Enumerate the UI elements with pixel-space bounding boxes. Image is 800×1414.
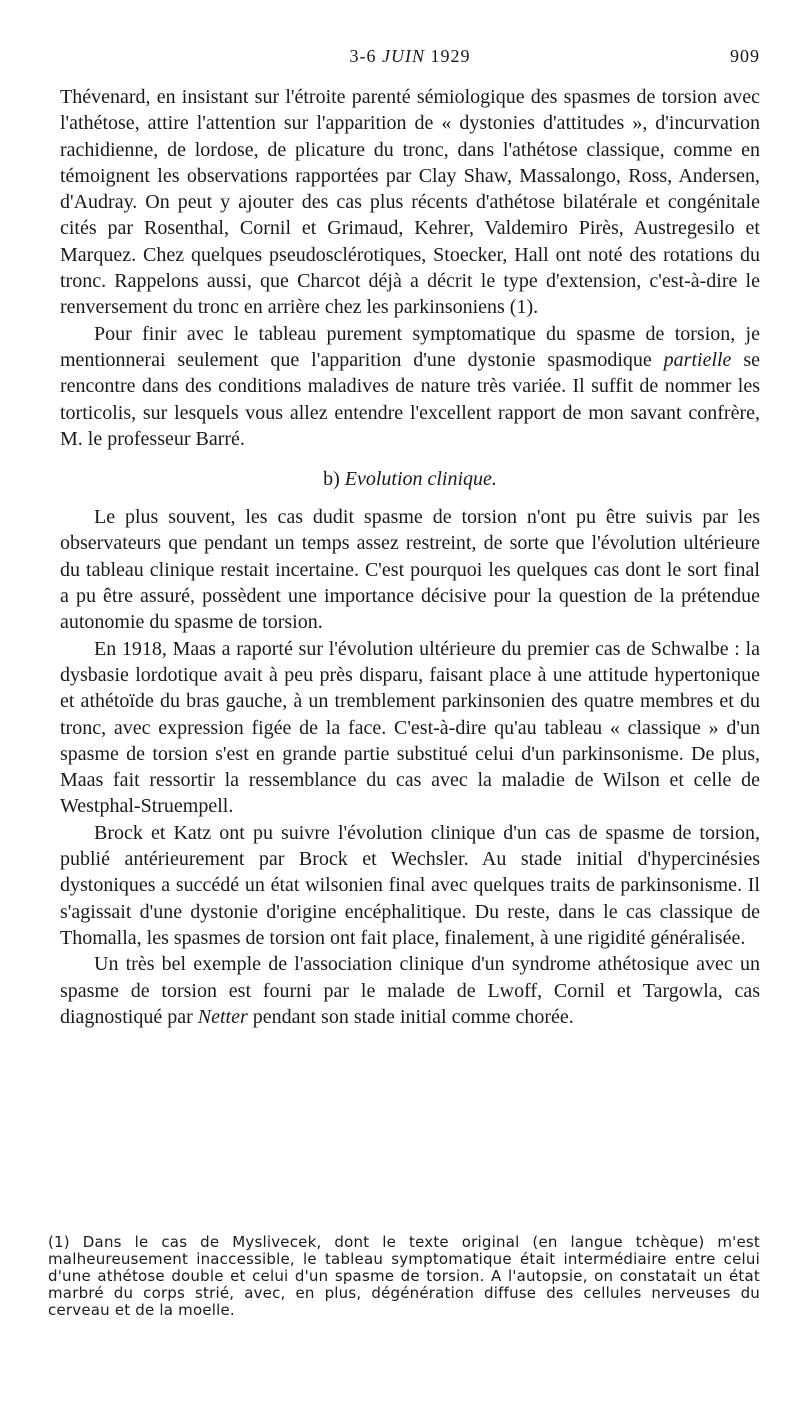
paragraph-text: pendant son stade initial comme chorée. xyxy=(247,1005,574,1028)
paragraph-lwoff xyxy=(60,951,760,1030)
paragraph-text: Un très bel exemple de l'association clinique d'un syndrome athétosique avec un spasme de torsion est fourni par le malade de Lwoff, Cornil et Targowla, cas diagnostiqué par xyxy=(60,953,760,1028)
page-number: 909 xyxy=(730,46,760,66)
section-heading-title: Evolution clinique. xyxy=(344,468,497,491)
paragraph-symptomatique xyxy=(60,321,760,452)
paragraph-athetose xyxy=(60,84,760,321)
issue-date-prefix: 3-6 xyxy=(349,46,382,66)
paragraph-text: se rencontre dans des conditions maladives de nature très variée. Il suffit de nommer les torticolis, sur lesquels vous allez entendre l'excellent rapport de mon savant confrère, M. le professeur Barré. xyxy=(60,348,760,450)
paragraph-text: Thévenard, en insistant sur l'étroite parenté sémiologique des spasmes de torsion avec l'athétose, attire l'attention sur l'apparition de « dystonies d'attitudes », d'incurvation rachidienne, de lordose, de plicature du tronc, dans l'athétose classique, comme en témoignent les observations rapportées par Clay Shaw, Massalongo, Ross, Andersen, d'Audray. On peut y ajouter des cas plus récents d'athétose bilatérale et congénitale cités par Rosenthal, Cornil et Grimaud, Kehrer, Valdemiro Pirès, Austregesilo et Marquez. Chez quelques pseudosclérotiques, Stoecker, Hall ont noté des rotations du tronc. Rappelons aussi, que Charcot déjà a décrit le type d'extension, c'est-à-dire le renversement du tronc en arrière chez les parkinsoniens (1). xyxy=(60,86,760,319)
paragraph-text: Brock et Katz ont pu suivre l'évolution clinique d'un cas de spasme de torsion, publié antérieurement par Brock et Wechsler. Au stade initial d'hypercinésies dystoniques a succédé un état wilsonien final avec quelques traits de parkinsonisme. Il s'agissait d'une dystonie d'origine encéphalitique. Du reste, dans le cas classique de Thomalla, les spasmes de torsion ont fait place, finalement, à une rigidité généralisée. xyxy=(60,821,760,949)
paragraph-italic: partielle xyxy=(663,348,732,371)
paragraph-italic: Netter xyxy=(197,1005,248,1028)
paragraph-evolution xyxy=(60,504,760,635)
body-text xyxy=(60,84,760,1030)
running-head xyxy=(60,46,760,74)
footnote-1: (1) Dans le cas de Myslivecek, dont le texte original (en langue tchèque) m'est malheureusement inaccessible, le tableau symptomatique était intermédiaire entre celui d'une athétose double et celui d'un spasme de torsion. A l'autopsie, on constatait un état marbré du corps strié, avec, en plus, dégénération diffuse des cellules nerveuses du cerveau et de la moelle. xyxy=(48,1233,760,1319)
issue-date-month: JUIN xyxy=(382,46,425,66)
paragraph-text: Pour finir avec le tableau purement symptomatique du spasme de torsion, je mentionnerai seulement que l'apparition d'une dystonie spasmodique xyxy=(60,322,760,371)
section-heading-label: b) xyxy=(323,468,345,491)
footnotes xyxy=(48,1234,760,1319)
issue-date xyxy=(60,46,760,67)
paragraph-text: Le plus souvent, les cas dudit spasme de torsion n'ont pu être suivis par les observateurs que pendant un temps assez restreint, de sorte que l'évolution ultérieure du tableau clinique restait incertaine. C'est pourquoi les quelques cas dont le sort final a pu être assuré, possèdent une importance décisive pour la question de la prétendue autonomie du spasme de torsion. xyxy=(60,506,760,634)
section-heading xyxy=(60,466,760,492)
paragraph-brock-katz xyxy=(60,820,760,951)
paragraph-text: En 1918, Maas a raporté sur l'évolution ultérieure du premier cas de Schwalbe : la dysbasie lordotique avait à peu près disparu, faisant place à une attitude hypertonique et athétoïde du bras gauche, à un tremblement parkinsonien des quatre membres et du tronc, avec expression figée de la face. C'est-à-dire qu'au tableau « classique » d'un spasme de torsion s'est en grande partie substitué celui d'un parkinsonisme. De plus, Maas fait ressortir la ressemblance du cas avec la maladie de Wilson et celle de Westphal-Struempell. xyxy=(60,637,760,818)
paragraph-maas xyxy=(60,636,760,820)
issue-date-year: 1929 xyxy=(425,46,471,66)
